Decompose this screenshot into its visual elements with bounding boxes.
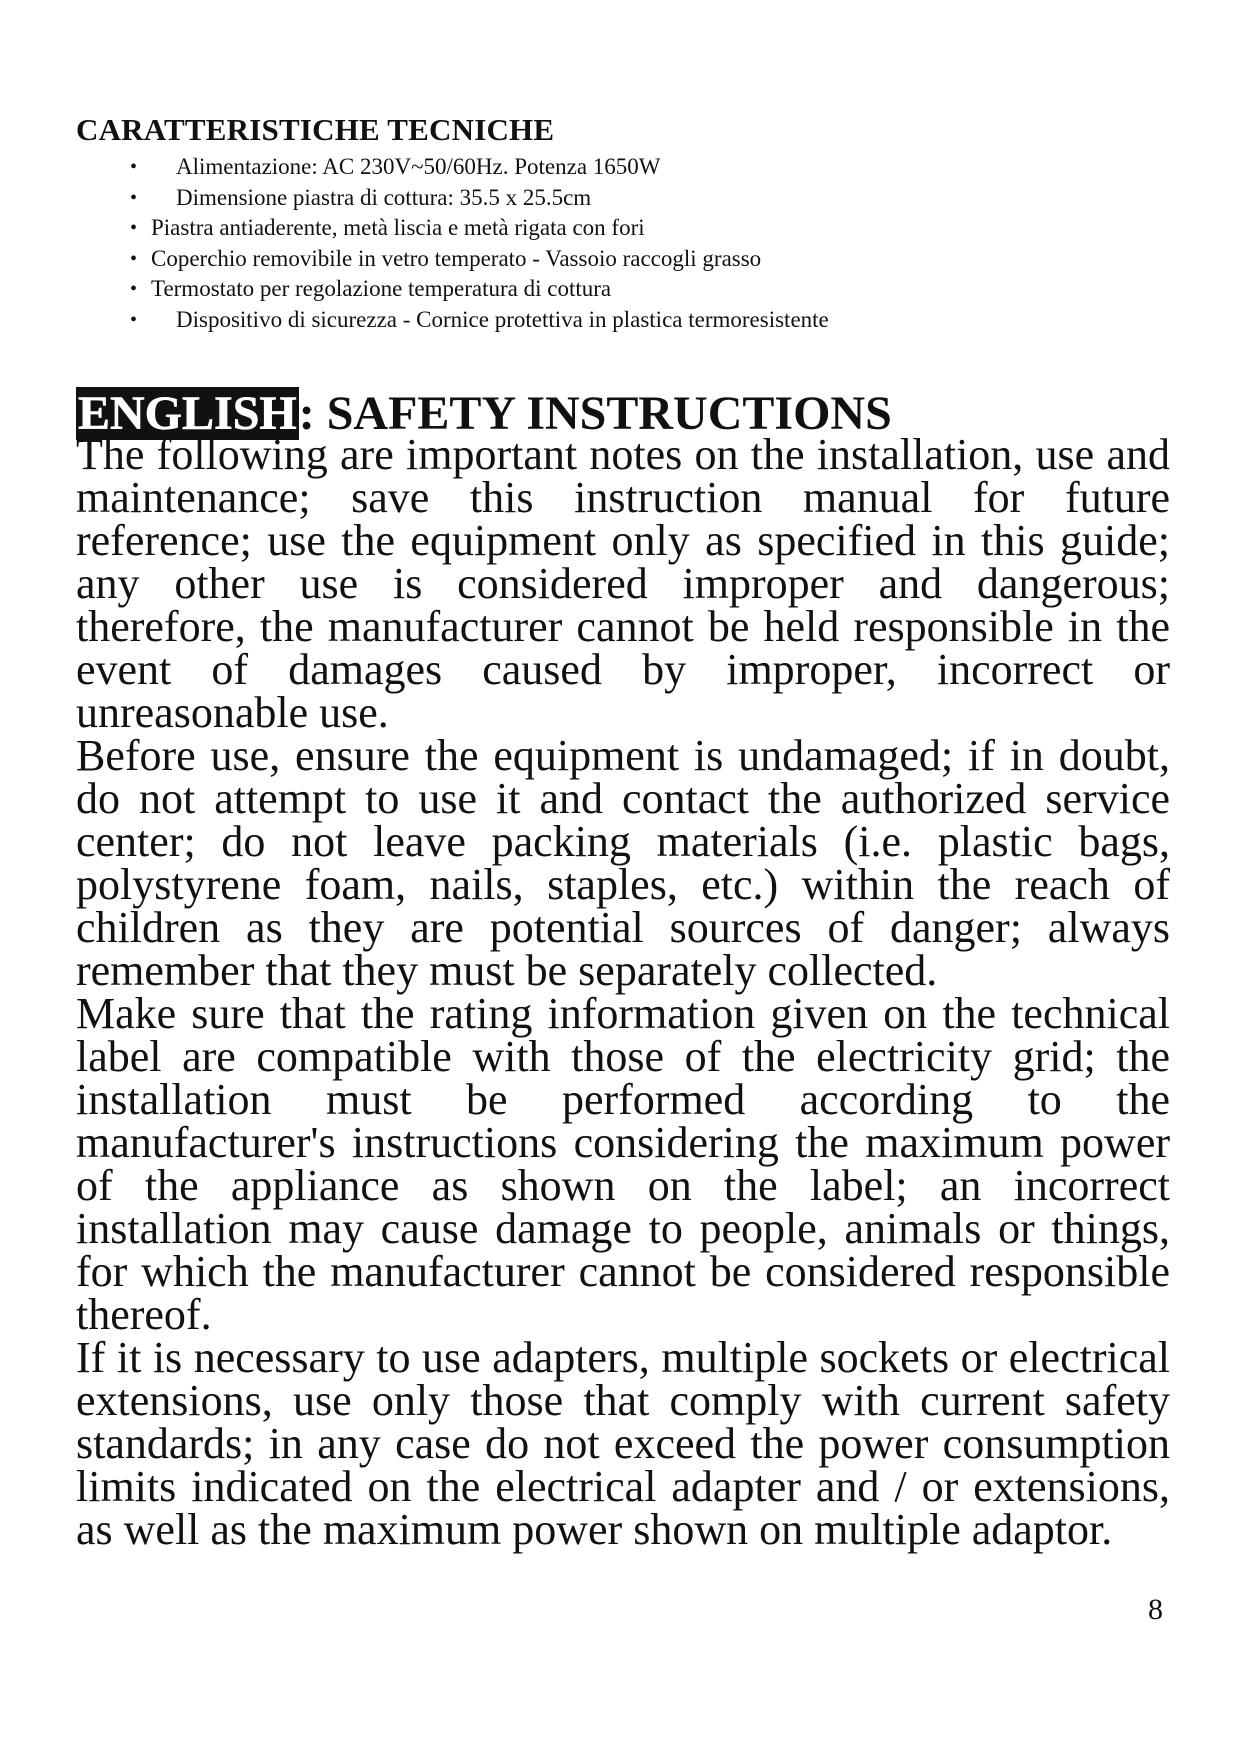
bullet-icon: •	[130, 308, 138, 331]
spec-item-nonstick-plate	[76, 213, 1156, 244]
safety-paragraph-before-use: Before use, ensure the equipment is undamaged; if in doubt, do not attempt to use it and contact the authorized service center; do not leave packing materials (i.e. plastic bags, polystyrene foam, nails, staples, etc.) within the reach of children as they are potential sources of danger; always remember that they must be separately collected.	[76, 731, 1170, 995]
bullet-icon: •	[130, 278, 138, 301]
spec-item-power	[76, 152, 1156, 183]
bullet-icon: •	[130, 186, 138, 209]
spec-item-text: Coperchio removibile in vetro temperato - Vassoio raccogli grasso	[151, 245, 762, 271]
bullet-icon: •	[130, 217, 138, 240]
bullet-icon: •	[130, 156, 138, 178]
spec-item-text: Alimentazione: AC 230V~50/60Hz. Potenza 1650W	[176, 154, 661, 179]
safety-paragraph-general: The following are important notes on the installation, use and maintenance; save this instruction manual for future reference; use the equipment only as specified in this guide; any other use is considered improper and dangerous; therefore, the manufacturer cannot be held responsible in the event of damages caused by improper, incorrect or unreasonable use.	[76, 430, 1170, 737]
safety-instructions-body	[76, 430, 1170, 1554]
spec-item-text: Dispositivo di sicurezza - Cornice protettiva in plastica termoresistente	[176, 306, 829, 332]
safety-paragraph-rating: Make sure that the rating information given on the technical label are compatible with those of the electricity grid; the installation must be performed according to the manufacturer's instructions considering the maximum power of the appliance as shown on the label; an incorrect installation may cause damage to people, animals or things, for which the manufacturer cannot be considered responsible thereof.	[76, 989, 1170, 1339]
spec-item-plate-size	[76, 183, 1156, 214]
page-number: 8	[1148, 1593, 1163, 1626]
specs-heading: CARATTERISTICHE TECNICHE	[76, 112, 555, 147]
safety-title-text: : SAFETY INSTRUCTIONS	[298, 387, 892, 440]
specs-list	[76, 152, 1156, 336]
spec-item-thermostat	[76, 274, 1156, 305]
spec-item-glass-lid	[76, 244, 1156, 275]
language-tag: ENGLISH	[78, 387, 297, 440]
spec-item-text: Piastra antiaderente, metà liscia e metà rigata con fori	[151, 215, 645, 241]
bullet-icon: •	[130, 247, 138, 270]
spec-item-safety-device	[76, 305, 1156, 336]
spec-item-text: Termostato per regolazione temperatura di cottura	[151, 276, 612, 302]
spec-item-text: Dimensione piastra di cottura: 35.5 x 25.5cm	[176, 184, 592, 210]
safety-paragraph-adapters: If it is necessary to use adapters, multiple sockets or electrical extensions, use only those that comply with current safety standards; in any case do not exceed the power consumption limits indicated on the electrical adapter and / or extensions, as well as the maximum power shown on multiple adaptor.	[76, 1333, 1170, 1554]
